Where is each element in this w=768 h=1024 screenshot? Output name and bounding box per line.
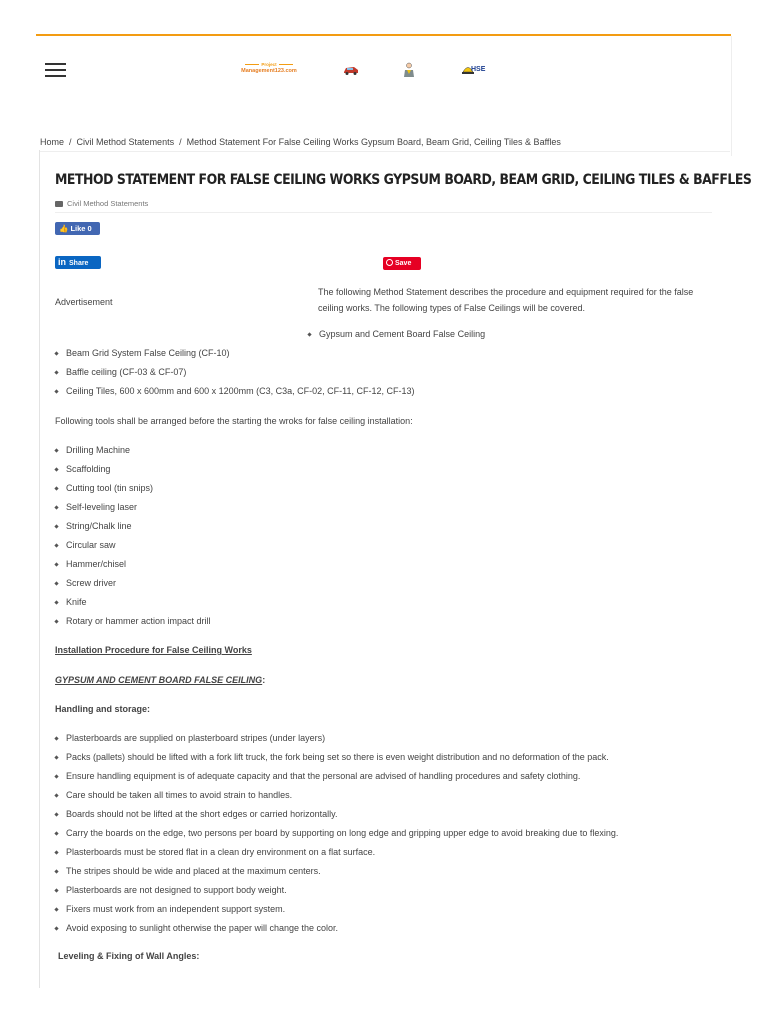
list-item: Hammer/chisel — [55, 559, 211, 578]
installation-heading: Installation Procedure for False Ceiling Works — [55, 645, 252, 655]
folder-icon — [55, 201, 63, 207]
worker-logo-icon[interactable] — [402, 62, 416, 78]
list-item: Gypsum and Cement Board False Ceiling — [308, 329, 485, 348]
list-item: Avoid exposing to sunlight otherwise the paper will change the color. — [55, 923, 618, 942]
pinterest-save-button[interactable] — [383, 257, 421, 270]
breadcrumb-separator: / — [179, 137, 182, 147]
hse-logo-text: HSE — [471, 66, 486, 73]
list-item: Knife — [55, 597, 211, 616]
handling-heading: Handling and storage: — [55, 704, 151, 714]
page-border-left — [39, 150, 40, 988]
title-divider — [55, 212, 712, 213]
list-item: Care should be taken all times to avoid strain to handles. — [55, 790, 618, 809]
list-item: Beam Grid System False Ceiling (CF-10) — [55, 348, 414, 367]
header-accent-rule — [36, 34, 731, 36]
list-item: Rotary or hammer action impact drill — [55, 616, 211, 635]
list-item: Cutting tool (tin snips) — [55, 483, 211, 502]
page-border-right — [731, 36, 732, 156]
list-item: Screw driver — [55, 578, 211, 597]
list-item: Packs (pallets) should be lifted with a fork lift truck, the fork being set so there is even weight distribution and no deformation of the pack. — [55, 752, 618, 771]
tools-intro: Following tools shall be arranged before the starting the wroks for false ceiling installation: — [55, 416, 413, 426]
list-item: Scaffolding — [55, 464, 211, 483]
breadcrumb-home-link[interactable]: Home — [40, 137, 65, 147]
list-item: The stripes should be wide and placed at the maximum centers. — [55, 866, 618, 885]
list-item: Circular saw — [55, 540, 211, 559]
list-item: Boards should not be lifted at the short edges or carried horizontally. — [55, 809, 618, 828]
like-count: 0 — [87, 224, 92, 233]
breadcrumb-category-link[interactable]: Civil Method Statements — [76, 137, 175, 147]
save-label: Save — [395, 260, 412, 267]
facebook-like-button[interactable] — [55, 222, 100, 235]
tools-list — [55, 445, 211, 635]
logo-line-1: Project — [236, 63, 302, 68]
ceiling-types-list — [55, 348, 414, 405]
list-item: Self-leveling laser — [55, 502, 211, 521]
linkedin-icon: in — [58, 257, 66, 267]
post-category-link[interactable]: Civil Method Statements — [67, 199, 149, 208]
menu-icon[interactable] — [45, 63, 66, 77]
breadcrumb-current: Method Statement For False Ceiling Works Gypsum Board, Beam Grid, Ceiling Tiles & Baffles — [186, 137, 561, 147]
like-label: Like — [70, 224, 86, 233]
thumbs-up-icon: 👍 — [59, 224, 69, 233]
advertisement-label: Advertisement — [55, 297, 113, 307]
list-item: Fixers must work from an independent support system. — [55, 904, 618, 923]
gypsum-heading: GYPSUM AND CEMENT BOARD FALSE CEILING — [55, 675, 263, 685]
breadcrumb-separator: / — [69, 137, 72, 147]
list-item: String/Chalk line — [55, 521, 211, 540]
intro-paragraph: The following Method Statement describes the procedure and equipment required for the false ceiling works. The following types of False Ceilings will be covered. — [318, 287, 694, 313]
linkedin-share-button[interactable] — [55, 256, 101, 269]
gypsum-heading-colon: : — [262, 675, 266, 685]
share-label: Share — [69, 260, 89, 267]
post-category — [55, 199, 148, 208]
projectmanagement-logo[interactable] — [236, 63, 302, 79]
hse-logo[interactable] — [462, 64, 488, 76]
list-item: Ensure handling equipment is of adequate capacity and that the personal are advised of handling procedures and safety clothing. — [55, 771, 618, 790]
list-item: Plasterboards are supplied on plasterboard stripes (under layers) — [55, 733, 618, 752]
ceiling-types-list-first — [308, 329, 485, 348]
gypsum-heading-wrap — [55, 675, 265, 685]
list-item: Carry the boards on the edge, two persons per board by supporting on long edge and gripping upper edge to avoid breaking due to flexing. — [55, 828, 618, 847]
breadcrumb — [40, 137, 561, 147]
list-item: Drilling Machine — [55, 445, 211, 464]
list-item: Baffle ceiling (CF-03 & CF-07) — [55, 367, 414, 386]
pinterest-icon — [386, 259, 393, 266]
list-item: Plasterboards must be stored flat in a clean dry environment on a flat surface. — [55, 847, 618, 866]
car-logo-icon[interactable] — [342, 65, 360, 75]
leveling-heading: Leveling & Fixing of Wall Angles: — [58, 951, 200, 961]
list-item: Ceiling Tiles, 600 x 600mm and 600 x 1200mm (C3, C3a, CF-02, CF-11, CF-12, CF-13) — [55, 386, 414, 405]
page-title: METHOD STATEMENT FOR FALSE CEILING WORKS GYPSUM BOARD, BEAM GRID, CEILING TILES & BAFFLES — [55, 172, 752, 188]
logo-line-2: Management123.com — [241, 67, 297, 74]
handling-list — [55, 733, 618, 942]
breadcrumb-divider — [40, 151, 730, 152]
list-item: Plasterboards are not designed to support body weight. — [55, 885, 618, 904]
